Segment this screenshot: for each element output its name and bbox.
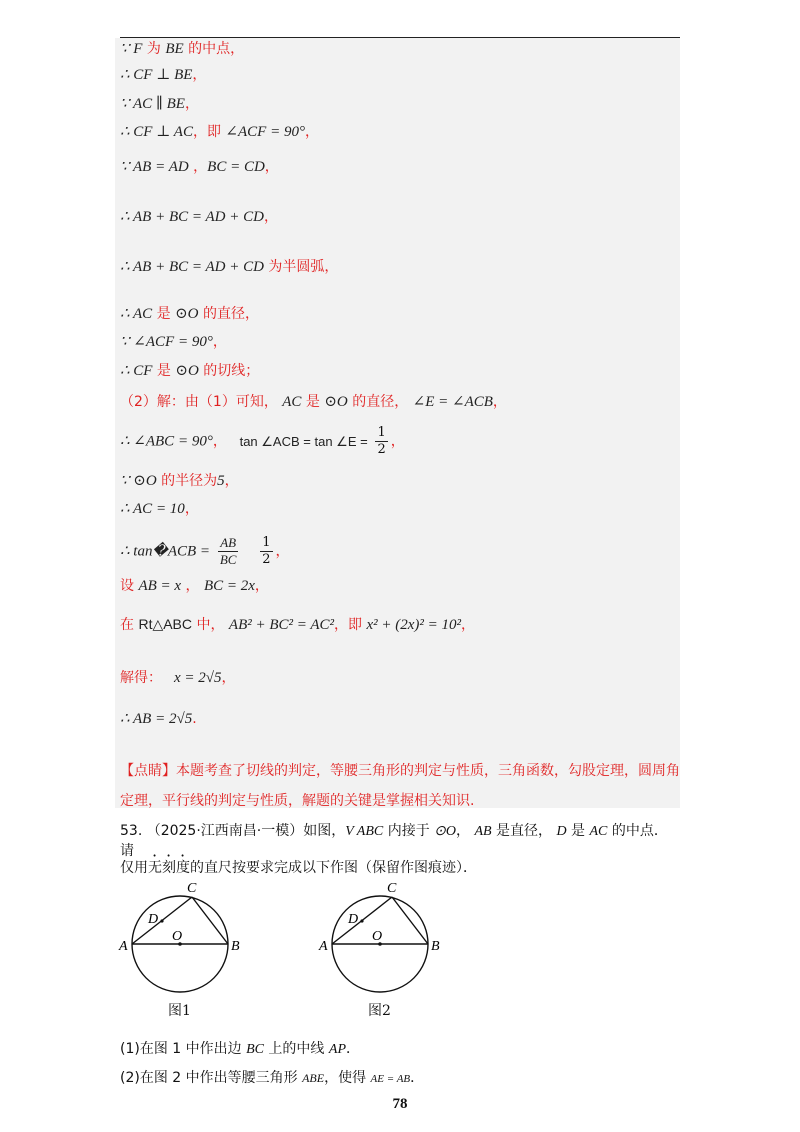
text: ，即 (334, 617, 367, 633)
math: BE (165, 41, 184, 57)
text: ， (461, 617, 476, 633)
math: x = 2√5 (174, 670, 222, 686)
text: 的直尺按要求完成以下作图（保留作图痕迹）． (190, 860, 477, 876)
numerator: 1 (262, 535, 271, 550)
text: 的中点， (183, 41, 245, 57)
math: BC = CD (207, 159, 265, 175)
denominator: BC (219, 552, 237, 567)
text: 中， (192, 617, 229, 633)
text: 53. （2025·江西南昌·一模）如图， (120, 823, 346, 839)
point-d (360, 919, 363, 922)
text: 是 (152, 363, 176, 379)
solution-line-7 (120, 256, 338, 277)
solution-line-3 (120, 93, 199, 114)
text: 是 (566, 823, 590, 839)
solution-line-12 (120, 425, 405, 458)
math: ∠ACF = 90° (225, 124, 305, 140)
text: ， (184, 96, 199, 112)
text: 是 (301, 394, 325, 410)
fraction (218, 535, 239, 568)
math: ∵ AB = AD (120, 159, 189, 175)
text: 为半圆弧， (263, 259, 339, 275)
text: ， (184, 501, 199, 517)
text: 在 (120, 617, 139, 633)
label-a: A (119, 939, 128, 954)
solution-line-9 (120, 331, 227, 352)
math: ⊙O (175, 306, 199, 322)
solution-line-5 (120, 156, 279, 177)
solution-line-18 (120, 667, 236, 688)
figure-1-caption: 图1 (168, 1003, 191, 1019)
math: x² + (2x)² = 10² (366, 617, 462, 633)
math: AE = AB (370, 1073, 411, 1085)
text: 内接于 (383, 823, 435, 839)
text: ． (410, 1070, 425, 1086)
solution-line-14 (120, 498, 199, 519)
text: 的中点．请 (120, 823, 668, 859)
math: ∴ tan�ACB = (120, 543, 211, 560)
math: AB (474, 824, 492, 839)
text: ， (224, 473, 239, 489)
numerator: AB (218, 535, 239, 552)
text: (1)在图 1 中作出边 (120, 1041, 247, 1057)
denominator: 2 (262, 552, 271, 567)
math: ∵ F (120, 41, 143, 57)
text: ，即 (192, 124, 226, 140)
math: ⊙O (324, 394, 348, 410)
text: 的切线； (198, 363, 260, 379)
math: ∠E = ∠ACB (412, 394, 493, 410)
problem-line-2 (120, 852, 680, 877)
text: ， (212, 433, 227, 450)
math: ⊙O (175, 363, 199, 379)
solution-line-11 (120, 391, 507, 412)
math: ⊙O (434, 824, 456, 839)
label-d: D (348, 912, 359, 927)
label-b: B (431, 939, 440, 954)
math: BC = 2x (203, 578, 255, 594)
solution-line-16 (120, 575, 269, 596)
figure-2-caption: 图2 (368, 1003, 391, 1019)
math: ∵ ⊙O (120, 473, 157, 489)
text: ， (304, 124, 319, 140)
text: 的直径， (347, 394, 413, 410)
text: 为 (142, 41, 166, 57)
text: 仅用 (120, 860, 148, 876)
text: 解得： (120, 670, 162, 686)
text: ， (492, 394, 507, 410)
fraction (260, 535, 272, 568)
emphasized-text: 无刻度 (148, 860, 190, 876)
solution-block (115, 38, 680, 808)
comment-note: 【点睛】本题考查了切线的判定，等腰三角形的判定与性质，三角函数，勾股定理，圆周角定理，平行线的判定与性质，解题的关键是掌握相关知识. (120, 763, 680, 809)
label-d: D (148, 912, 159, 927)
math: D (556, 824, 567, 839)
label-o: O (372, 929, 383, 944)
text: ， (192, 67, 207, 83)
label-c: C (187, 881, 197, 896)
label-a: A (319, 939, 328, 954)
math: AC (282, 394, 302, 410)
math: ∴ ∠ABC = 90° (120, 433, 213, 450)
math: BC (246, 1042, 264, 1057)
math: ∵ AC ∥ BE (120, 96, 185, 112)
math: AC (589, 824, 608, 839)
math: ∴ AB + BC = AD + CD (120, 209, 264, 225)
solution-line-8 (120, 303, 259, 324)
point-d (160, 919, 163, 922)
text: 是直径， (491, 823, 557, 839)
solution-line-13 (120, 470, 239, 491)
text: （2）解：由（1）可知， (120, 394, 283, 410)
numerator: 1 (377, 425, 386, 440)
solution-line-2 (120, 64, 206, 85)
solution-line-17 (120, 614, 475, 635)
math: ∴ CF ⊥ BE (120, 67, 193, 83)
solution-line-6 (120, 206, 278, 227)
label-c: C (387, 881, 397, 896)
text: ， (263, 209, 278, 225)
question-2 (120, 1067, 680, 1087)
text: . (192, 711, 197, 727)
math: Rt△ABC (138, 616, 193, 632)
math: 5 (217, 473, 225, 489)
text: 是 (152, 306, 176, 322)
denominator: 2 (377, 442, 386, 457)
math: tan ∠ACB = tan ∠E = (239, 433, 368, 449)
text: ， (390, 433, 405, 450)
solution-line-15 (120, 535, 290, 568)
text: 的半径为 (156, 473, 218, 489)
solution-line-1 (120, 38, 244, 59)
text: ， (254, 578, 269, 594)
math: ∴ AB + BC = AD + CD (120, 259, 264, 275)
text: ． (346, 1041, 360, 1057)
solution-line-10 (120, 360, 259, 381)
text: (2)在图 2 中作出等腰三角形 (120, 1070, 303, 1086)
fraction (375, 425, 387, 458)
label-o: O (172, 929, 183, 944)
text: ， (275, 543, 290, 560)
text: ， (181, 578, 204, 594)
math: AB² + BC² = AC² (228, 617, 335, 633)
text: ， (188, 159, 208, 175)
text: 上的中线 (263, 1041, 329, 1057)
text: ， (264, 159, 279, 175)
text: 设 (120, 578, 139, 594)
text: ，使得 (324, 1070, 371, 1086)
text: ， (212, 334, 227, 350)
math: AB = x (138, 578, 182, 594)
math: ∴ CF ⊥ AC (120, 124, 193, 140)
math: ABE (302, 1071, 325, 1085)
math: ∴ CF (120, 363, 153, 379)
math: ∴ AB = 2√5 (120, 711, 193, 727)
page-number: 78 (392, 1096, 408, 1112)
text: 的直径， (198, 306, 259, 322)
math: ∴ AC (120, 306, 153, 322)
math: V ABC (345, 824, 384, 839)
text: ， (456, 823, 475, 839)
math: ∵ ∠ACF = 90° (120, 334, 213, 350)
text: ， (221, 670, 236, 686)
solution-line-19 (120, 708, 197, 729)
label-b: B (231, 939, 240, 954)
solution-line-4 (120, 121, 319, 142)
math: ∴ AC = 10 (120, 501, 185, 517)
math: AP (328, 1042, 346, 1057)
question-1 (120, 1038, 680, 1058)
